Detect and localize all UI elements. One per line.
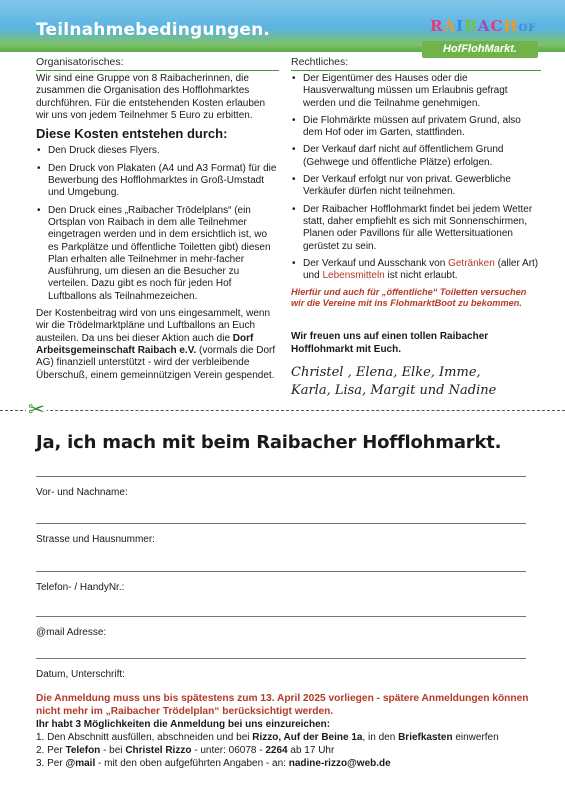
list-item: 1. Den Abschnitt ausfüllen, abschneiden und bei Rizzo, Auf der Beine 1a, in den Briefkasten einwerfen <box>36 732 499 743</box>
legal-column <box>291 73 541 400</box>
list-item: • Der Verkauf erfolgt nur von privat. Gewerbliche Verkäufer dürfen nicht teilnehmen. <box>291 174 541 199</box>
costs-title: Diese Kosten entstehen durch: <box>36 126 228 142</box>
options-intro: Ihr habt 3 Möglichkeiten die Anmeldung bei uns einzureichen: <box>36 719 331 730</box>
logo-wordmark: RAIBACHOF <box>430 17 537 35</box>
rechtliches-heading: Rechtliches: <box>291 56 541 71</box>
intro-text: Wir sind eine Gruppe von 8 Raibacherinnen, die zusammen die Organisation des Hofflohmarktes durchführen. Für die entstehenden Kosten erlauben wir uns von jedem Teilnehmer 5 Euro zu erbitten. <box>36 73 266 121</box>
legal-list <box>291 73 541 282</box>
list-item: • Der Eigentümer des Hauses oder die Hausverwaltung müssen um Erlaubnis gefragt werden und die Teilnahme genehmigen. <box>291 73 541 110</box>
list-item: • Den Druck von Plakaten (A4 und A3 Format) für die Bewerbung des Hofflohmarktes in Groß-Umstadt und Umgebung. <box>36 163 279 200</box>
name-label: Vor- und Nachname: <box>36 487 128 498</box>
list-item: • Der Raibacher Hofflohmarkt findet bei jedem Wetter statt, daher empfiehlt es sich mit Sonnenschirmen, Planen oder Pavillons für alle Wettersituationen gerüstet zu sein. <box>291 204 541 253</box>
email-link[interactable]: nadine-rizzo@web.de <box>288 758 391 769</box>
list-item: 3. Per @mail - mit den oben aufgeführten Angaben - an: nadine-rizzo@web.de <box>36 758 391 769</box>
address-field[interactable] <box>36 527 526 547</box>
list-item: • Den Druck eines „Raibacher Trödelplans“ (ein Ortsplan von Raibach in dem alle Teilnehmer eingetragen werden und in dem ersichtlich ist, wo es Parkplätze und öffentliche Toiletten gibt) diesen Plan erhalten alle Teilnehmer in mehr-facher Ausführung, um diesen an die Besucher zu verteilen. Dazu gibt es noch für jeden Hof Luftballons als Teilnahmezeichen. <box>36 205 279 303</box>
address-label: Strasse und Hausnummer: <box>36 534 155 545</box>
list-item: 2. Per Telefon - bei Christel Rizzo - unter: 06078 - 2264 ab 17 Uhr <box>36 745 335 756</box>
deadline-warning: Die Anmeldung muss uns bis spätestens zum 13. April 2025 vorliegen - spätere Anmeldungen können nicht mehr im „Raibacher Trödelplan“ berücksichtigt werden. <box>36 693 529 717</box>
phone-label: Telefon- / HandyNr.: <box>36 582 125 593</box>
email-field[interactable] <box>36 620 526 640</box>
phone-field[interactable] <box>36 575 526 595</box>
closing-text: Der Kostenbeitrag wird von uns eingesammelt, wenn wir die Trödelmarktpläne und Luftballons an Euch austeilen. Da uns bei dieser Aktion auch die Dorf Arbeitsgemeinschaft Raibach e.V. (vormals die Dorf AG) finanziell unterstützt - wird der verbleibende Überschuß, einem gemeinnützigen Verein gespendet. <box>36 308 276 381</box>
raibach-hofflohmarkt-logo <box>420 17 540 61</box>
date-signature-field[interactable] <box>36 662 526 682</box>
options-list <box>36 731 536 770</box>
organizer-signatures: Christel , Elena, Elke, Imme, Karla, Lisa, Margit und Nadine <box>291 365 497 399</box>
scissors-icon: ✂ <box>28 399 45 421</box>
list-item: • Die Flohmärkte müssen auf privatem Grund, also dem Hof oder im Garten, stattfinden. <box>291 115 541 140</box>
submission-info <box>36 692 536 770</box>
cut-line <box>0 410 565 411</box>
list-item: • Der Verkauf und Ausschank von Getränken (aller Art) und Lebensmitteln ist nicht erlaubt. <box>291 258 541 283</box>
email-label: @mail Adresse: <box>36 627 107 638</box>
page-title: Teilnahmebedingungen. <box>36 20 271 40</box>
costs-list <box>36 145 279 303</box>
name-field[interactable] <box>36 480 526 500</box>
list-item: • Der Verkauf darf nicht auf öffentlichem Grund (Gehwege und öffentliche Plätze) erfolgen. <box>291 144 541 169</box>
registration-title: Ja, ich mach mit beim Raibacher Hofflohmarkt. <box>36 432 502 453</box>
list-item: • Den Druck dieses Flyers. <box>36 145 279 157</box>
organisation-column <box>36 73 279 388</box>
logo-subtitle: HofFlohMarkt. <box>422 41 538 58</box>
toilet-note: Hierfür und auch für „öffentliche“ Toiletten versuchen wir die Vereine mit ins FlohmarktBoot zu bekommen. <box>291 287 527 309</box>
greeting-text: Wir freuen uns auf einen tollen Raibacher Hofflohmarkt mit Euch. <box>291 331 489 355</box>
date-signature-label: Datum, Unterschrift: <box>36 669 125 680</box>
organisatorisches-heading: Organisatorisches: <box>36 56 279 71</box>
